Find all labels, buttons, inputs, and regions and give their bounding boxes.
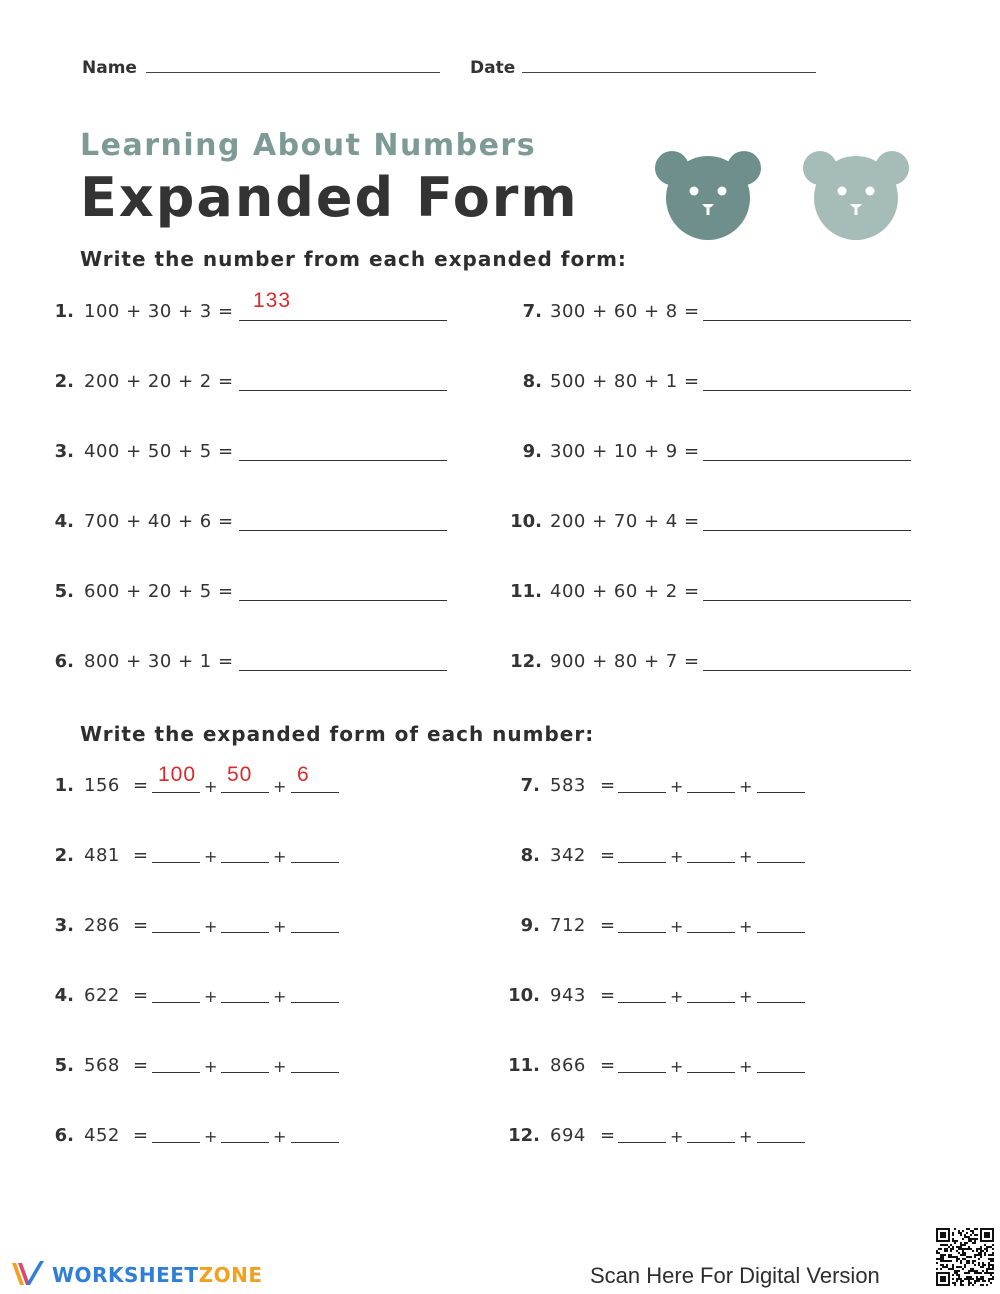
answer-line[interactable] bbox=[239, 320, 447, 321]
answer-blank[interactable] bbox=[687, 1002, 735, 1003]
date-field[interactable] bbox=[522, 72, 816, 73]
item-number: 4. bbox=[54, 985, 74, 1006]
number-value: 622 bbox=[84, 985, 120, 1006]
equals-sign: = bbox=[600, 845, 616, 866]
item-number: 10. bbox=[508, 985, 540, 1006]
expanded-expression: 200 + 20 + 2 = bbox=[84, 371, 234, 392]
answer-line[interactable] bbox=[703, 390, 911, 391]
answer-blank[interactable] bbox=[618, 862, 666, 863]
item-number: 10. bbox=[510, 511, 542, 532]
plus-sign: + bbox=[273, 777, 287, 796]
item-number: 9. bbox=[520, 915, 540, 936]
number-value: 452 bbox=[84, 1125, 120, 1146]
answer-blank[interactable] bbox=[618, 792, 666, 793]
expanded-expression: 600 + 20 + 5 = bbox=[84, 581, 234, 602]
answer-blank[interactable] bbox=[152, 862, 200, 863]
answer-blank[interactable] bbox=[152, 1072, 200, 1073]
answer-blank[interactable] bbox=[618, 932, 666, 933]
answer-blank[interactable] bbox=[687, 792, 735, 793]
plus-sign: + bbox=[273, 1127, 287, 1146]
answer-blank[interactable] bbox=[221, 792, 269, 793]
answer-blank[interactable] bbox=[152, 932, 200, 933]
item-number: 7. bbox=[520, 775, 540, 796]
plus-sign: + bbox=[739, 777, 753, 796]
number-value: 583 bbox=[550, 775, 586, 796]
answer-blank[interactable] bbox=[757, 1002, 805, 1003]
answer-blank[interactable] bbox=[291, 1072, 339, 1073]
plus-sign: + bbox=[670, 987, 684, 1006]
number-value: 342 bbox=[550, 845, 586, 866]
answer-blank[interactable] bbox=[291, 792, 339, 793]
item-number: 2. bbox=[54, 845, 74, 866]
handwritten-answer: 133 bbox=[253, 289, 292, 312]
answer-line[interactable] bbox=[239, 670, 447, 671]
item-number: 7. bbox=[522, 301, 542, 322]
handwritten-answer: 100 bbox=[158, 763, 197, 786]
plus-sign: + bbox=[273, 847, 287, 866]
answer-line[interactable] bbox=[239, 460, 447, 461]
answer-blank[interactable] bbox=[291, 1002, 339, 1003]
answer-blank[interactable] bbox=[618, 1142, 666, 1143]
item-number: 3. bbox=[54, 915, 74, 936]
answer-line[interactable] bbox=[239, 600, 447, 601]
equals-sign: = bbox=[133, 915, 149, 936]
answer-blank[interactable] bbox=[618, 1002, 666, 1003]
bear-light-icon bbox=[800, 146, 912, 246]
item-number: 3. bbox=[54, 441, 74, 462]
number-value: 866 bbox=[550, 1055, 586, 1076]
equals-sign: = bbox=[600, 775, 616, 796]
answer-blank[interactable] bbox=[687, 932, 735, 933]
answer-blank[interactable] bbox=[757, 862, 805, 863]
plus-sign: + bbox=[273, 987, 287, 1006]
answer-line[interactable] bbox=[703, 460, 911, 461]
equals-sign: = bbox=[133, 1125, 149, 1146]
answer-blank[interactable] bbox=[757, 1072, 805, 1073]
expanded-expression: 400 + 60 + 2 = bbox=[550, 581, 700, 602]
worksheetzone-logo-icon bbox=[10, 1259, 48, 1289]
equals-sign: = bbox=[600, 915, 616, 936]
logo-word-worksheet: WORKSHEET bbox=[52, 1263, 199, 1287]
name-field[interactable] bbox=[146, 72, 440, 73]
answer-blank[interactable] bbox=[221, 932, 269, 933]
answer-blank[interactable] bbox=[221, 1072, 269, 1073]
number-value: 694 bbox=[550, 1125, 586, 1146]
item-number: 6. bbox=[54, 1125, 74, 1146]
number-value: 712 bbox=[550, 915, 586, 936]
logo-text bbox=[52, 1263, 262, 1287]
answer-blank[interactable] bbox=[152, 792, 200, 793]
answer-blank[interactable] bbox=[152, 1142, 200, 1143]
plus-sign: + bbox=[670, 1057, 684, 1076]
item-number: 11. bbox=[508, 1055, 540, 1076]
expanded-expression: 900 + 80 + 7 = bbox=[550, 651, 700, 672]
plus-sign: + bbox=[204, 987, 218, 1006]
plus-sign: + bbox=[739, 847, 753, 866]
answer-blank[interactable] bbox=[757, 932, 805, 933]
number-value: 286 bbox=[84, 915, 120, 936]
expanded-expression: 100 + 30 + 3 = bbox=[84, 301, 234, 322]
date-label: Date bbox=[470, 58, 516, 78]
equals-sign: = bbox=[600, 985, 616, 1006]
answer-blank[interactable] bbox=[291, 932, 339, 933]
scan-text: Scan Here For Digital Version bbox=[590, 1263, 880, 1288]
plus-sign: + bbox=[273, 917, 287, 936]
expanded-expression: 300 + 60 + 8 = bbox=[550, 301, 700, 322]
expanded-expression: 500 + 80 + 1 = bbox=[550, 371, 700, 392]
answer-blank[interactable] bbox=[291, 1142, 339, 1143]
section1-instruction: Write the number from each expanded form: bbox=[80, 247, 627, 271]
number-value: 156 bbox=[84, 775, 120, 796]
answer-line[interactable] bbox=[703, 530, 911, 531]
item-number: 9. bbox=[522, 441, 542, 462]
plus-sign: + bbox=[204, 917, 218, 936]
answer-blank[interactable] bbox=[221, 862, 269, 863]
answer-blank[interactable] bbox=[221, 1002, 269, 1003]
item-number: 5. bbox=[54, 1055, 74, 1076]
answer-blank[interactable] bbox=[221, 1142, 269, 1143]
qr-code-icon[interactable] bbox=[936, 1228, 994, 1286]
plus-sign: + bbox=[670, 917, 684, 936]
plus-sign: + bbox=[670, 1127, 684, 1146]
plus-sign: + bbox=[739, 1057, 753, 1076]
expanded-expression: 200 + 70 + 4 = bbox=[550, 511, 700, 532]
expanded-expression: 700 + 40 + 6 = bbox=[84, 511, 234, 532]
equals-sign: = bbox=[600, 1055, 616, 1076]
equals-sign: = bbox=[133, 1055, 149, 1076]
name-label: Name bbox=[82, 58, 137, 78]
equals-sign: = bbox=[600, 1125, 616, 1146]
answer-blank[interactable] bbox=[687, 862, 735, 863]
plus-sign: + bbox=[739, 1127, 753, 1146]
answer-line[interactable] bbox=[703, 600, 911, 601]
equals-sign: = bbox=[133, 985, 149, 1006]
number-value: 568 bbox=[84, 1055, 120, 1076]
answer-blank[interactable] bbox=[152, 1002, 200, 1003]
equals-sign: = bbox=[133, 845, 149, 866]
answer-blank[interactable] bbox=[687, 1072, 735, 1073]
item-number: 8. bbox=[522, 371, 542, 392]
item-number: 4. bbox=[54, 511, 74, 532]
item-number: 1. bbox=[54, 775, 74, 796]
page-subtitle: Learning About Numbers bbox=[80, 128, 537, 163]
answer-line[interactable] bbox=[239, 390, 447, 391]
bear-dark-icon bbox=[652, 146, 764, 246]
expanded-expression: 300 + 10 + 9 = bbox=[550, 441, 700, 462]
expanded-expression: 800 + 30 + 1 = bbox=[84, 651, 234, 672]
number-value: 943 bbox=[550, 985, 586, 1006]
item-number: 5. bbox=[54, 581, 74, 602]
plus-sign: + bbox=[204, 1127, 218, 1146]
answer-blank[interactable] bbox=[757, 792, 805, 793]
page-title: Expanded Form bbox=[80, 166, 579, 229]
plus-sign: + bbox=[739, 987, 753, 1006]
expanded-expression: 400 + 50 + 5 = bbox=[84, 441, 234, 462]
section2-instruction: Write the expanded form of each number: bbox=[80, 722, 595, 746]
item-number: 12. bbox=[510, 651, 542, 672]
plus-sign: + bbox=[204, 1057, 218, 1076]
item-number: 2. bbox=[54, 371, 74, 392]
plus-sign: + bbox=[273, 1057, 287, 1076]
number-value: 481 bbox=[84, 845, 120, 866]
item-number: 6. bbox=[54, 651, 74, 672]
answer-blank[interactable] bbox=[291, 862, 339, 863]
handwritten-answer: 6 bbox=[297, 763, 310, 786]
plus-sign: + bbox=[204, 777, 218, 796]
item-number: 11. bbox=[510, 581, 542, 602]
equals-sign: = bbox=[133, 775, 149, 796]
item-number: 8. bbox=[520, 845, 540, 866]
answer-line[interactable] bbox=[239, 530, 447, 531]
answer-blank[interactable] bbox=[687, 1142, 735, 1143]
plus-sign: + bbox=[204, 847, 218, 866]
answer-blank[interactable] bbox=[757, 1142, 805, 1143]
item-number: 1. bbox=[54, 301, 74, 322]
handwritten-answer: 50 bbox=[227, 763, 253, 786]
answer-blank[interactable] bbox=[618, 1072, 666, 1073]
plus-sign: + bbox=[670, 847, 684, 866]
plus-sign: + bbox=[670, 777, 684, 796]
answer-line[interactable] bbox=[703, 670, 911, 671]
logo-word-zone: ZONE bbox=[198, 1263, 263, 1287]
item-number: 12. bbox=[508, 1125, 540, 1146]
answer-line[interactable] bbox=[703, 320, 911, 321]
plus-sign: + bbox=[739, 917, 753, 936]
